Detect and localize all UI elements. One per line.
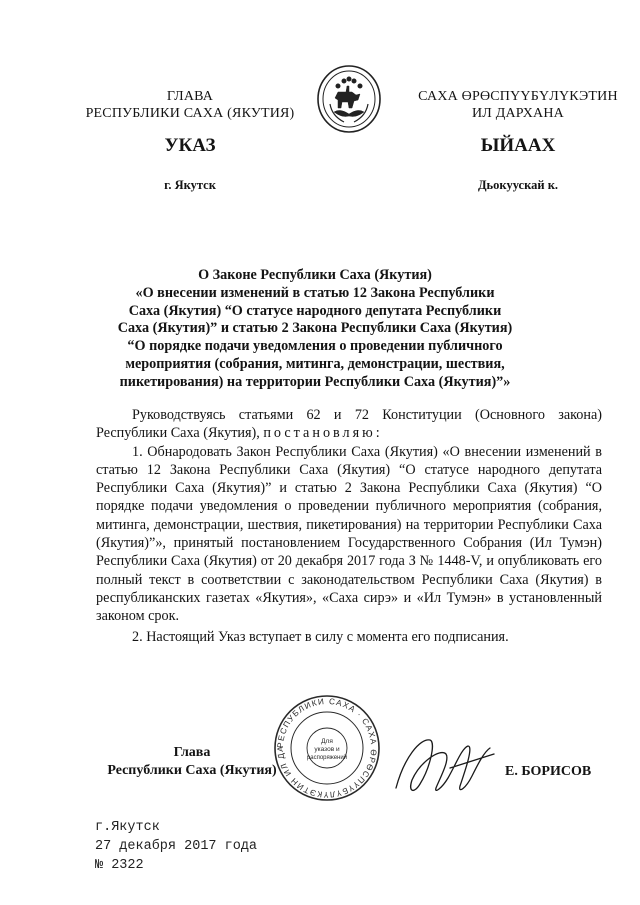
title-line: Саха (Якутия)” и статью 2 Закона Республики Саха (Якутия)	[117, 320, 513, 337]
footer-number: № 2322	[95, 858, 144, 873]
header-right-line1: САХА ӨРӨСПҮҮБҮЛҮКЭТИН	[418, 89, 618, 104]
decree-title	[80, 267, 550, 392]
stamp-center-line3: распоряжений	[306, 755, 348, 761]
title-line: «О внесении изменений в статью 12 Закона Республики	[135, 284, 495, 301]
signatory-title-line2: Республики Саха (Якутия)	[107, 763, 277, 778]
footer-city: г.Якутск	[95, 820, 160, 835]
preamble-text: Руководствуясь статьями 62 и 72 Конституции (Основного закона) Республики Саха (Якутия),	[96, 407, 602, 442]
stamp-outer-text: РЕСПУБЛИКИ САХА · САХА ӨРӨСПҮҮБҮЛҮКЭТИН ИЛ ДА	[275, 696, 379, 800]
preamble-paragraph	[96, 406, 602, 443]
footer-block	[95, 818, 257, 875]
city-left: г. Якутск	[164, 178, 216, 192]
header-right-block	[398, 88, 638, 122]
header-left-block	[70, 88, 310, 122]
header-right-line2: ИЛ ДАРХАНА	[471, 106, 564, 121]
footer-date: 27 декабря 2017 года	[95, 839, 258, 854]
stamp-center-line1: Для	[321, 738, 333, 745]
stamp-center-line2: указов и	[314, 746, 340, 753]
title-line: Саха (Якутия) “О статусе народного депутата Республики	[128, 302, 502, 319]
title-line: пикетирования) на территории Республики Саха (Якутия)”»	[119, 373, 511, 390]
decree-body	[96, 406, 602, 646]
official-stamp	[272, 693, 382, 803]
item-2-paragraph: 2. Настоящий Указ вступает в силу с момента его подписания.	[132, 628, 509, 645]
signatory-name: Е. БОРИСОВ	[505, 764, 592, 779]
title-line: О Законе Республики Саха (Якутия)	[198, 267, 432, 283]
doc-type-right: ЫЙААХ	[480, 135, 556, 156]
title-line: “О порядке подачи уведомления о проведении публичного	[127, 338, 503, 355]
header-left-line1: ГЛАВА	[166, 89, 214, 104]
handwritten-signature	[390, 718, 500, 808]
city-right: Дьокуускай к.	[477, 178, 559, 192]
preamble-resolve: постановляю:	[263, 425, 383, 442]
doc-type-left: УКАЗ	[164, 135, 216, 156]
republic-emblem	[316, 64, 382, 134]
item-1-paragraph: 1. Обнародовать Закон Республики Саха (Якутия) «О внесении изменений в статью 12 Закона Республики Саха (Якутия) “О статусе народного депутата Республики Саха (Якутия)” и статью 2 Закона Республики Саха (Якутия) “О порядке подачи уведомления о проведении публичного мероприятия (собрания, митинга, демонстрации, шествия, пикетирования) на территории Республики Саха (Якутия)”», принятый постановлением Государственного Собрания (Ил Тумэн) Республики Саха (Якутия) от 20 декабря 2017 года З № 1448-V, и опубликовать его полный текст в соответствии с законодательством Республики Саха (Якутия) в республиканских газетах «Якутия», «Саха сирэ» и «Ил Тумэн» в установленный законом срок.	[96, 443, 602, 625]
signatory-title	[92, 744, 292, 780]
signatory-title-line1: Глава	[173, 745, 211, 760]
header-left-line2: РЕСПУБЛИКИ САХА (ЯКУТИЯ)	[85, 106, 295, 121]
title-line: мероприятия (собрания, митинга, демонстрации, шествия,	[125, 355, 505, 372]
